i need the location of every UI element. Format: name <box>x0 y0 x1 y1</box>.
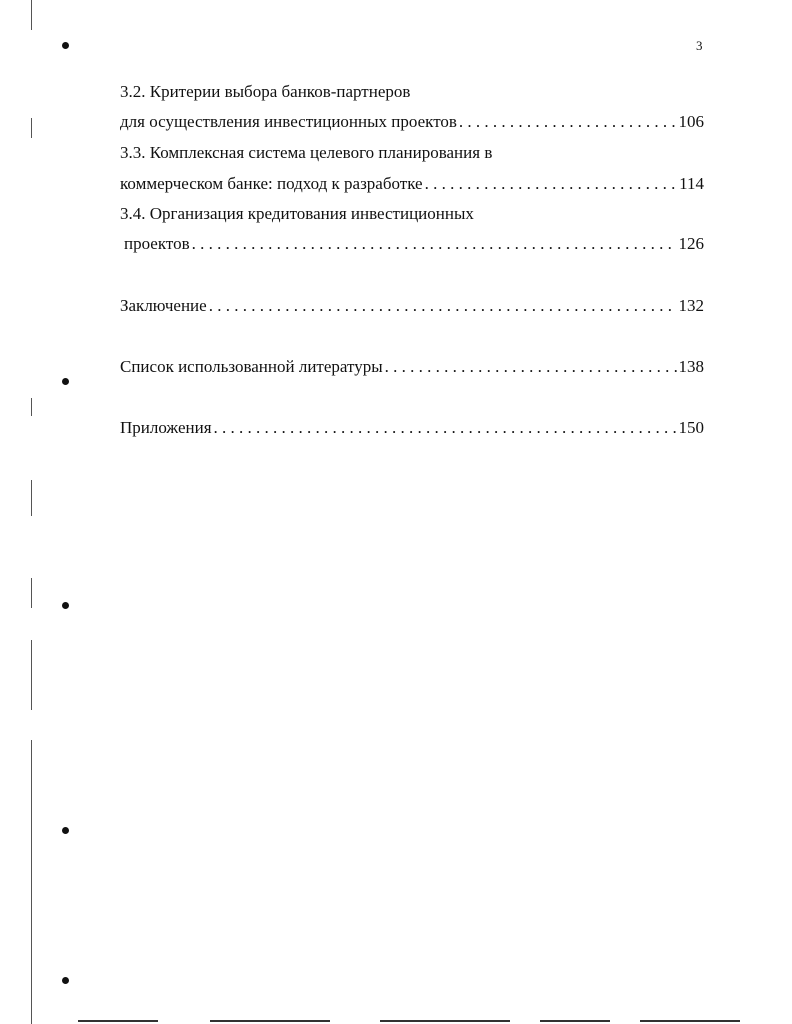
toc-entry <box>120 232 704 256</box>
punch-hole-mark <box>62 42 69 49</box>
scan-margin-line <box>31 118 32 138</box>
toc-entry-page: 106 <box>678 112 704 131</box>
page-number: 3 <box>696 38 703 53</box>
toc-entry <box>120 172 704 196</box>
toc-entry-title: Приложения <box>120 418 212 437</box>
toc-entry-page: 150 <box>678 418 704 437</box>
punch-hole-mark <box>62 827 69 834</box>
scan-bottom-edge <box>380 1020 510 1022</box>
toc-entry-page: 138 <box>678 357 704 376</box>
toc-entry-title: проектов <box>124 234 190 253</box>
punch-hole-mark <box>62 977 69 984</box>
punch-hole-mark <box>62 602 69 609</box>
toc-entry-title: Заключение <box>120 296 207 315</box>
toc-entry <box>120 416 704 440</box>
scan-bottom-edge <box>78 1020 158 1022</box>
dot-leader <box>209 294 677 318</box>
dot-leader <box>192 232 677 256</box>
toc-entry-title: для осуществления инвестиционных проектов <box>120 112 457 131</box>
scan-margin-line <box>31 578 32 608</box>
scan-margin-line <box>31 740 32 1024</box>
toc-entry-page: 114 <box>679 174 704 193</box>
toc-entry <box>120 294 704 318</box>
toc-entry-title: коммерческом банке: подход к разработке <box>120 174 423 193</box>
toc-entry-page: 126 <box>678 234 704 253</box>
scan-bottom-edge <box>640 1020 740 1022</box>
toc-entry-heading: 3.2. Критерии выбора банков-партнеров <box>120 82 411 101</box>
toc-entry-title: Список использованной литературы <box>120 357 383 376</box>
scan-margin-line <box>31 640 32 710</box>
dot-leader <box>214 416 677 440</box>
scan-margin-line <box>31 398 32 416</box>
toc-entry-heading: 3.3. Комплексная система целевого планирования в <box>120 143 493 162</box>
toc-entry-heading: 3.4. Организация кредитования инвестиционных <box>120 204 474 223</box>
toc-entry <box>120 110 704 134</box>
toc-entry-page: 132 <box>678 296 704 315</box>
dot-leader <box>425 172 678 196</box>
scan-bottom-edge <box>210 1020 330 1022</box>
scan-bottom-edge <box>540 1020 610 1022</box>
scan-margin-line <box>31 0 32 30</box>
punch-hole-mark <box>62 378 69 385</box>
dot-leader <box>385 355 677 379</box>
dot-leader <box>459 110 677 134</box>
toc-entry <box>120 355 704 379</box>
scan-margin-line <box>31 480 32 516</box>
